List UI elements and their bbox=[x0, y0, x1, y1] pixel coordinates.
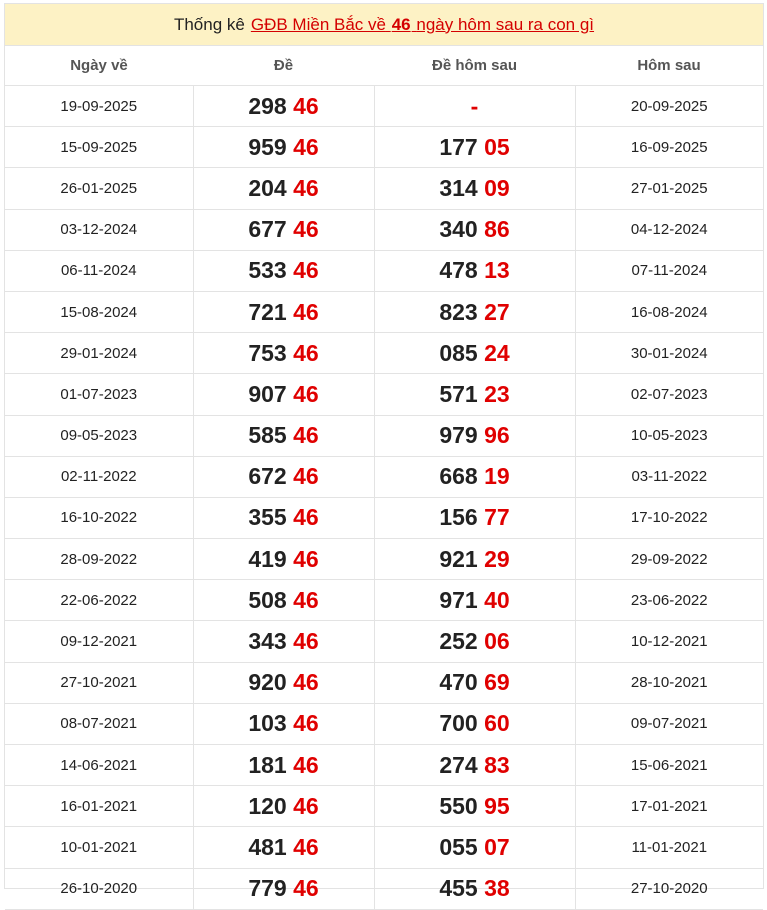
de-number bbox=[193, 333, 374, 374]
next-prefix: 921 bbox=[439, 545, 478, 572]
de-prefix: 677 bbox=[248, 216, 287, 243]
next-date-cell: 11-01-2021 bbox=[575, 827, 763, 868]
next-tail: 05 bbox=[484, 133, 510, 160]
de-prefix: 343 bbox=[248, 628, 287, 655]
next-date-cell: 10-12-2021 bbox=[575, 621, 763, 662]
de-number bbox=[193, 539, 374, 580]
date-cell: 10-01-2021 bbox=[5, 827, 193, 868]
date-cell: 09-12-2021 bbox=[5, 621, 193, 662]
de-prefix: 672 bbox=[248, 463, 287, 490]
next-prefix: 274 bbox=[439, 751, 478, 778]
de-number bbox=[193, 786, 374, 827]
next-tail: 09 bbox=[484, 174, 510, 201]
date-cell: 01-07-2023 bbox=[5, 374, 193, 415]
next-date-cell: 03-11-2022 bbox=[575, 456, 763, 497]
de-prefix: 103 bbox=[248, 710, 287, 737]
date-cell: 14-06-2021 bbox=[5, 745, 193, 786]
date-cell: 26-10-2020 bbox=[5, 868, 193, 909]
title-link-after: ngày hôm sau ra con gì bbox=[416, 14, 595, 34]
next-date-cell: 20-09-2025 bbox=[575, 86, 763, 127]
next-prefix: 470 bbox=[439, 669, 478, 696]
de-prefix: 181 bbox=[248, 751, 287, 778]
de-tail: 46 bbox=[293, 586, 319, 613]
header-de: Đề bbox=[193, 46, 374, 86]
next-date-cell: 16-09-2025 bbox=[575, 127, 763, 168]
next-tail: 96 bbox=[484, 422, 510, 449]
date-cell: 06-11-2024 bbox=[5, 250, 193, 291]
de-number bbox=[193, 127, 374, 168]
de-number bbox=[193, 703, 374, 744]
table-row bbox=[5, 250, 763, 291]
de-prefix: 920 bbox=[248, 669, 287, 696]
de-number bbox=[193, 745, 374, 786]
table-row bbox=[5, 827, 763, 868]
table-row bbox=[5, 580, 763, 621]
table-row bbox=[5, 621, 763, 662]
de-tail: 46 bbox=[293, 792, 319, 819]
title-link[interactable] bbox=[251, 15, 594, 35]
next-day-number bbox=[374, 209, 575, 250]
next-tail: 07 bbox=[484, 833, 510, 860]
date-cell: 29-01-2024 bbox=[5, 333, 193, 374]
next-tail: 86 bbox=[484, 216, 510, 243]
de-prefix: 204 bbox=[248, 174, 287, 201]
next-date-cell: 02-07-2023 bbox=[575, 374, 763, 415]
next-prefix: 085 bbox=[439, 339, 478, 366]
table-row bbox=[5, 786, 763, 827]
date-cell: 26-01-2025 bbox=[5, 168, 193, 209]
header-hom-sau: Hôm sau bbox=[575, 46, 763, 86]
next-day-number bbox=[374, 539, 575, 580]
stats-table bbox=[5, 46, 763, 910]
de-number bbox=[193, 250, 374, 291]
date-cell: 16-10-2022 bbox=[5, 497, 193, 538]
de-prefix: 907 bbox=[248, 380, 287, 407]
date-cell: 02-11-2022 bbox=[5, 456, 193, 497]
title-prefix: Thống kê bbox=[173, 14, 245, 34]
next-tail: 83 bbox=[484, 751, 510, 778]
date-cell: 16-01-2021 bbox=[5, 786, 193, 827]
next-tail: 23 bbox=[484, 380, 510, 407]
next-date-cell: 09-07-2021 bbox=[575, 703, 763, 744]
header-ngay-ve: Ngày về bbox=[5, 46, 193, 86]
stats-panel bbox=[4, 3, 764, 902]
next-date-cell: 17-01-2021 bbox=[575, 786, 763, 827]
next-prefix: 478 bbox=[439, 257, 478, 284]
table-row bbox=[5, 415, 763, 456]
date-cell: 22-06-2022 bbox=[5, 580, 193, 621]
de-tail: 46 bbox=[293, 875, 319, 902]
table-row bbox=[5, 168, 763, 209]
next-prefix: 979 bbox=[439, 422, 478, 449]
de-tail: 46 bbox=[293, 380, 319, 407]
next-date-cell: 17-10-2022 bbox=[575, 497, 763, 538]
next-day-number bbox=[374, 333, 575, 374]
next-prefix: 314 bbox=[439, 174, 478, 201]
next-day-number bbox=[374, 250, 575, 291]
de-number bbox=[193, 621, 374, 662]
date-cell: 15-09-2025 bbox=[5, 127, 193, 168]
table-row bbox=[5, 209, 763, 250]
next-day-number bbox=[374, 374, 575, 415]
table-row bbox=[5, 497, 763, 538]
de-prefix: 721 bbox=[248, 298, 287, 325]
date-cell: 09-05-2023 bbox=[5, 415, 193, 456]
next-day-number bbox=[374, 415, 575, 456]
de-tail: 46 bbox=[293, 710, 319, 737]
next-tail: 19 bbox=[484, 463, 510, 490]
next-date-cell: 23-06-2022 bbox=[575, 580, 763, 621]
next-prefix: 340 bbox=[439, 216, 478, 243]
de-tail: 46 bbox=[293, 463, 319, 490]
de-prefix: 419 bbox=[248, 545, 287, 572]
next-prefix: 252 bbox=[439, 628, 478, 655]
next-day-number bbox=[374, 86, 575, 127]
de-prefix: 779 bbox=[248, 875, 287, 902]
next-day-number bbox=[374, 621, 575, 662]
header-de-hom-sau: Đề hôm sau bbox=[374, 46, 575, 86]
date-cell: 28-09-2022 bbox=[5, 539, 193, 580]
table-row bbox=[5, 662, 763, 703]
next-day-number bbox=[374, 662, 575, 703]
table-row bbox=[5, 456, 763, 497]
de-number bbox=[193, 209, 374, 250]
de-number bbox=[193, 868, 374, 909]
next-tail: 77 bbox=[484, 504, 510, 531]
next-day-number bbox=[374, 703, 575, 744]
next-tail: 24 bbox=[484, 339, 510, 366]
next-prefix: 177 bbox=[439, 133, 478, 160]
table-row bbox=[5, 127, 763, 168]
next-day-number bbox=[374, 580, 575, 621]
table-body bbox=[5, 86, 763, 910]
date-cell: 19-09-2025 bbox=[5, 86, 193, 127]
de-number bbox=[193, 827, 374, 868]
table-row bbox=[5, 291, 763, 332]
de-number bbox=[193, 168, 374, 209]
de-number bbox=[193, 291, 374, 332]
next-date-cell: 29-09-2022 bbox=[575, 539, 763, 580]
next-date-cell: 07-11-2024 bbox=[575, 250, 763, 291]
de-number bbox=[193, 374, 374, 415]
next-day-number bbox=[374, 291, 575, 332]
table-row bbox=[5, 86, 763, 127]
de-tail: 46 bbox=[293, 545, 319, 572]
de-number bbox=[193, 86, 374, 127]
de-prefix: 753 bbox=[248, 339, 287, 366]
next-prefix: 055 bbox=[439, 833, 478, 860]
next-prefix: 455 bbox=[439, 875, 478, 902]
de-prefix: 481 bbox=[248, 833, 287, 860]
next-date-cell: 28-10-2021 bbox=[575, 662, 763, 703]
next-tail: 27 bbox=[484, 298, 510, 325]
title-number: 46 bbox=[391, 14, 411, 34]
de-number bbox=[193, 497, 374, 538]
table-row bbox=[5, 374, 763, 415]
de-tail: 46 bbox=[293, 92, 319, 119]
de-tail: 46 bbox=[293, 504, 319, 531]
next-day-number bbox=[374, 868, 575, 909]
next-date-cell: 27-01-2025 bbox=[575, 168, 763, 209]
next-tail: 29 bbox=[484, 545, 510, 572]
next-tail: 40 bbox=[484, 586, 510, 613]
next-tail: 13 bbox=[484, 257, 510, 284]
de-tail: 46 bbox=[293, 298, 319, 325]
next-tail: 38 bbox=[484, 875, 510, 902]
de-tail: 46 bbox=[293, 174, 319, 201]
next-tail: 69 bbox=[484, 669, 510, 696]
de-number bbox=[193, 456, 374, 497]
de-prefix: 508 bbox=[248, 586, 287, 613]
table-header-row bbox=[5, 46, 763, 86]
date-cell: 15-08-2024 bbox=[5, 291, 193, 332]
next-date-cell: 15-06-2021 bbox=[575, 745, 763, 786]
de-number bbox=[193, 662, 374, 703]
next-prefix: 668 bbox=[439, 463, 478, 490]
de-tail: 46 bbox=[293, 422, 319, 449]
de-number bbox=[193, 415, 374, 456]
date-cell: 03-12-2024 bbox=[5, 209, 193, 250]
next-empty-dash: - bbox=[470, 92, 479, 119]
next-day-number bbox=[374, 745, 575, 786]
next-prefix: 700 bbox=[439, 710, 478, 737]
de-prefix: 120 bbox=[248, 792, 287, 819]
date-cell: 27-10-2021 bbox=[5, 662, 193, 703]
next-day-number bbox=[374, 827, 575, 868]
table-row bbox=[5, 868, 763, 909]
next-date-cell: 10-05-2023 bbox=[575, 415, 763, 456]
de-number bbox=[193, 580, 374, 621]
table-row bbox=[5, 333, 763, 374]
next-day-number bbox=[374, 497, 575, 538]
next-day-number bbox=[374, 786, 575, 827]
de-tail: 46 bbox=[293, 216, 319, 243]
next-prefix: 971 bbox=[439, 586, 478, 613]
de-tail: 46 bbox=[293, 669, 319, 696]
de-prefix: 585 bbox=[248, 422, 287, 449]
de-tail: 46 bbox=[293, 628, 319, 655]
de-prefix: 298 bbox=[248, 92, 287, 119]
de-tail: 46 bbox=[293, 339, 319, 366]
table-row bbox=[5, 745, 763, 786]
de-prefix: 355 bbox=[248, 504, 287, 531]
next-day-number bbox=[374, 168, 575, 209]
next-day-number bbox=[374, 127, 575, 168]
date-cell: 08-07-2021 bbox=[5, 703, 193, 744]
de-tail: 46 bbox=[293, 133, 319, 160]
next-prefix: 550 bbox=[439, 792, 478, 819]
table-row bbox=[5, 703, 763, 744]
title-link-before: GĐB Miền Bắc về bbox=[250, 14, 386, 34]
de-tail: 46 bbox=[293, 751, 319, 778]
de-prefix: 959 bbox=[248, 133, 287, 160]
next-date-cell: 27-10-2020 bbox=[575, 868, 763, 909]
next-tail: 95 bbox=[484, 792, 510, 819]
de-tail: 46 bbox=[293, 257, 319, 284]
next-tail: 60 bbox=[484, 710, 510, 737]
panel-title bbox=[5, 4, 763, 46]
next-prefix: 571 bbox=[439, 380, 478, 407]
next-prefix: 156 bbox=[439, 504, 478, 531]
de-tail: 46 bbox=[293, 833, 319, 860]
de-prefix: 533 bbox=[248, 257, 287, 284]
table-row bbox=[5, 539, 763, 580]
next-day-number bbox=[374, 456, 575, 497]
next-date-cell: 16-08-2024 bbox=[575, 291, 763, 332]
next-date-cell: 04-12-2024 bbox=[575, 209, 763, 250]
next-date-cell: 30-01-2024 bbox=[575, 333, 763, 374]
next-tail: 06 bbox=[484, 628, 510, 655]
next-prefix: 823 bbox=[439, 298, 478, 325]
